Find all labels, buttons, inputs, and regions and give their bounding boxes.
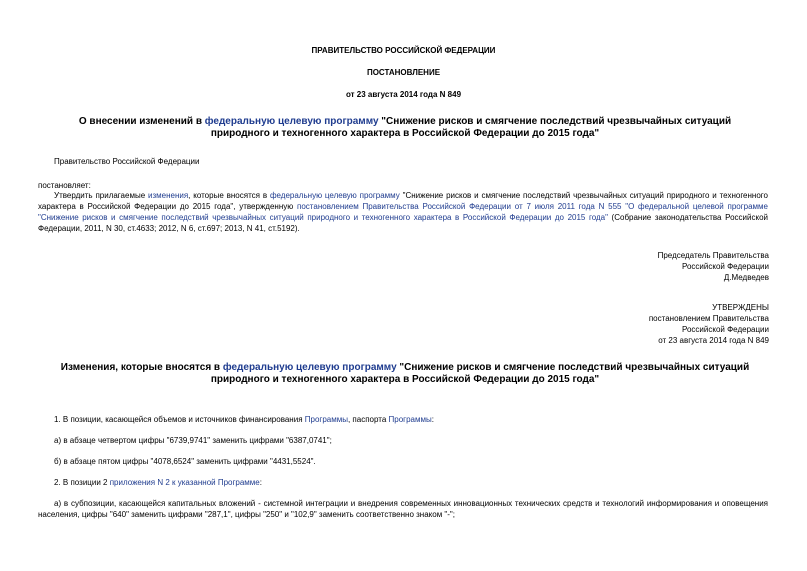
appendix-2-link[interactable]: приложения N 2 к указанной Программе bbox=[109, 478, 260, 487]
item-1-text-b: , паспорта bbox=[347, 415, 389, 424]
item-1b: б) в абзаце пятом цифры "4078,6524" заменить цифрами "4431,5524". bbox=[54, 457, 316, 466]
approved-title: УТВЕРЖДЕНЫ bbox=[712, 303, 769, 312]
item-1 bbox=[54, 414, 434, 425]
changes-heading bbox=[60, 362, 750, 386]
signature-name: Д.Медведев bbox=[723, 273, 769, 282]
changes-heading-prefix: Изменения, которые вносятся в bbox=[60, 362, 223, 373]
preamble-actor: Правительство Российской Федерации bbox=[54, 157, 200, 166]
preamble-text-2: , которые вносятся в bbox=[188, 191, 270, 200]
signature-position: Председатель Правительства bbox=[657, 251, 769, 260]
preamble-decides: постановляет: bbox=[38, 181, 91, 190]
date-number: от 23 августа 2014 года N 849 bbox=[345, 90, 462, 99]
decree-link[interactable]: постановлением Правительства Российской Федерации от 7 июля 2011 года N 555 bbox=[297, 202, 622, 211]
changes-heading-program-link[interactable]: федеральную целевую программу bbox=[222, 362, 397, 373]
decree-title-link[interactable]: "О федеральной целевой программе "Снижение рисков и смягчение последствий чрезвычайных ситуаций природного и техногенного характера в Российской Федерации до 2015 года" bbox=[38, 202, 768, 222]
item-2 bbox=[54, 477, 262, 488]
changes-link[interactable]: изменения bbox=[148, 191, 189, 200]
title-program-link[interactable]: федеральную целевую программу bbox=[204, 116, 379, 127]
signature-block bbox=[658, 250, 769, 283]
preamble-text-1: Утвердить прилагаемые bbox=[54, 191, 148, 200]
program-link[interactable]: федеральную целевую программу bbox=[269, 191, 400, 200]
item-1-text-c: : bbox=[431, 415, 434, 424]
item-2-text-b: : bbox=[259, 478, 262, 487]
preamble-text-5: (Собрание законодательства Российской Федерации, 2011, N 30, ст.4633; 2012, N 6, ст.697; 2013, N 41, ст.5192). bbox=[38, 213, 768, 233]
item-1-text-a: 1. В позиции, касающейся объемов и источников финансирования bbox=[54, 415, 305, 424]
government-heading: ПРАВИТЕЛЬСТВО РОССИЙСКОЙ ФЕДЕРАЦИИ bbox=[311, 46, 496, 55]
item-1-program-link[interactable]: Программы bbox=[304, 415, 348, 424]
item-1a: а) в абзаце четвертом цифры "6739,9741" заменить цифрами "6387,0741"; bbox=[54, 436, 332, 445]
item-2a: а) в субпозиции, касающейся капитальных вложений - системной интеграции и внедрения современных инновационных технических средств и технологий информирования и оповещения населения, цифры "640" заменить цифрами "287,1", цифры "250" и "102,9" заменить соответственно знаком "-"; bbox=[38, 499, 768, 519]
approved-block bbox=[649, 302, 769, 346]
item-2-text-a: 2. В позиции 2 bbox=[54, 478, 110, 487]
document-title bbox=[60, 116, 750, 140]
title-suffix: "Снижение рисков и смягчение последствий чрезвычайных ситуаций природного и техногенного характера в Российской Федерации до 2015 года" bbox=[210, 116, 732, 139]
changes-heading-suffix: "Снижение рисков и смягчение последствий чрезвычайных ситуаций природного и техногенного характера в Российской Федерации до 2015 года" bbox=[210, 362, 750, 385]
approved-date: от 23 августа 2014 года N 849 bbox=[658, 336, 769, 345]
approved-by: постановлением Правительства bbox=[648, 314, 769, 323]
title-prefix: О внесении изменений в bbox=[78, 116, 205, 127]
approved-country: Российской Федерации bbox=[682, 325, 769, 334]
doc-type-heading: ПОСТАНОВЛЕНИЕ bbox=[366, 68, 441, 77]
item-1-program-link-2[interactable]: Программы bbox=[388, 415, 432, 424]
preamble-paragraph bbox=[38, 190, 768, 234]
signature-country: Российской Федерации bbox=[682, 262, 769, 271]
preamble-text-3: "Снижение рисков и смягчение последствий чрезвычайных ситуаций природного и техногенного характера в Российской Федерации до 2015 года", утвержденную bbox=[38, 191, 768, 211]
